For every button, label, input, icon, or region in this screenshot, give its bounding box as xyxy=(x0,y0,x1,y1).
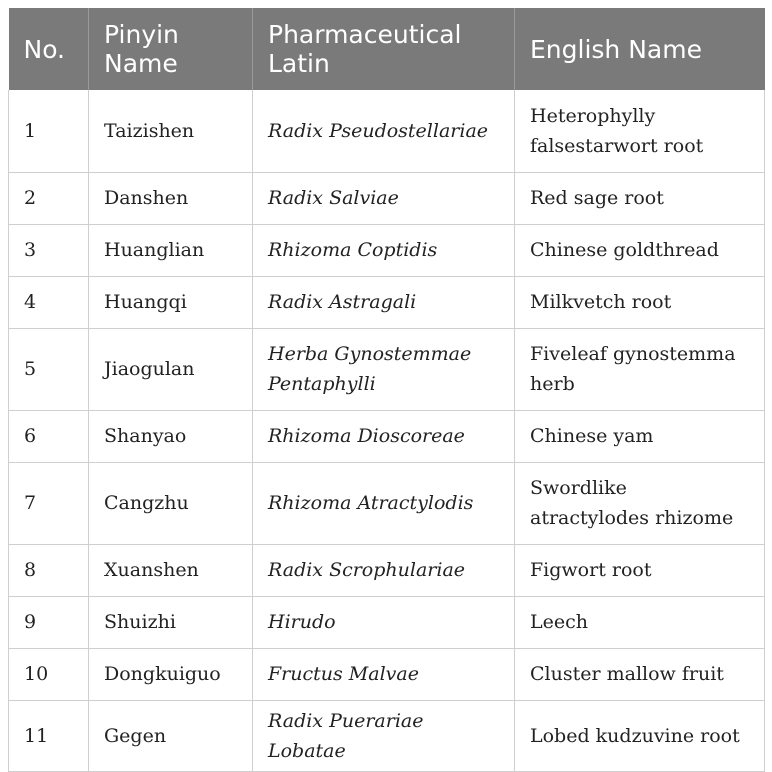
cell-no: 7 xyxy=(9,462,89,544)
cell-latin: Herba Gynostemmae Pentaphylli xyxy=(253,328,515,410)
table-row xyxy=(9,276,765,328)
header-no: No. xyxy=(9,8,89,90)
cell-latin: Hirudo xyxy=(253,596,515,648)
cell-no: 9 xyxy=(9,596,89,648)
herb-table xyxy=(8,8,765,772)
table-row xyxy=(9,700,765,771)
cell-english: Fiveleaf gynostemma herb xyxy=(515,328,765,410)
table-row xyxy=(9,90,765,172)
cell-latin: Radix Puerariae Lobatae xyxy=(253,700,515,771)
header-pinyin-name: Pinyin Name xyxy=(89,8,253,90)
table-row xyxy=(9,544,765,596)
cell-english: Figwort root xyxy=(515,544,765,596)
cell-pinyin: Shanyao xyxy=(89,410,253,462)
cell-no: 4 xyxy=(9,276,89,328)
cell-english: Red sage root xyxy=(515,172,765,224)
table-row xyxy=(9,410,765,462)
header-pharmaceutical-latin: Pharmaceutical Latin xyxy=(253,8,515,90)
cell-pinyin: Huangqi xyxy=(89,276,253,328)
cell-latin: Rhizoma Atractylodis xyxy=(253,462,515,544)
cell-latin: Rhizoma Coptidis xyxy=(253,224,515,276)
table-row xyxy=(9,224,765,276)
cell-latin: Radix Pseudostellariae xyxy=(253,90,515,172)
table-row xyxy=(9,462,765,544)
table-row xyxy=(9,172,765,224)
cell-latin: Radix Scrophulariae xyxy=(253,544,515,596)
table-row xyxy=(9,328,765,410)
cell-no: 5 xyxy=(9,328,89,410)
cell-pinyin: Danshen xyxy=(89,172,253,224)
cell-pinyin: Gegen xyxy=(89,700,253,771)
cell-english: Cluster mallow fruit xyxy=(515,648,765,700)
cell-no: 3 xyxy=(9,224,89,276)
cell-english: Milkvetch root xyxy=(515,276,765,328)
cell-english: Swordlike atractylodes rhizome xyxy=(515,462,765,544)
cell-latin: Rhizoma Dioscoreae xyxy=(253,410,515,462)
cell-english: Lobed kudzuvine root xyxy=(515,700,765,771)
cell-english: Leech xyxy=(515,596,765,648)
table-row xyxy=(9,596,765,648)
cell-pinyin: Jiaogulan xyxy=(89,328,253,410)
cell-no: 6 xyxy=(9,410,89,462)
cell-english: Chinese goldthread xyxy=(515,224,765,276)
cell-no: 8 xyxy=(9,544,89,596)
cell-latin: Fructus Malvae xyxy=(253,648,515,700)
cell-pinyin: Shuizhi xyxy=(89,596,253,648)
cell-pinyin: Cangzhu xyxy=(89,462,253,544)
cell-latin: Radix Salviae xyxy=(253,172,515,224)
cell-no: 1 xyxy=(9,90,89,172)
cell-no: 11 xyxy=(9,700,89,771)
table-header xyxy=(9,8,765,90)
cell-no: 10 xyxy=(9,648,89,700)
cell-english: Heterophylly falsestarwort root xyxy=(515,90,765,172)
header-row xyxy=(9,8,765,90)
cell-pinyin: Dongkuiguo xyxy=(89,648,253,700)
table-row xyxy=(9,648,765,700)
cell-no: 2 xyxy=(9,172,89,224)
cell-english: Chinese yam xyxy=(515,410,765,462)
herb-table-container xyxy=(8,8,764,772)
cell-pinyin: Huanglian xyxy=(89,224,253,276)
table-body xyxy=(9,90,765,771)
cell-pinyin: Taizishen xyxy=(89,90,253,172)
header-english-name: English Name xyxy=(515,8,765,90)
cell-pinyin: Xuanshen xyxy=(89,544,253,596)
cell-latin: Radix Astragali xyxy=(253,276,515,328)
